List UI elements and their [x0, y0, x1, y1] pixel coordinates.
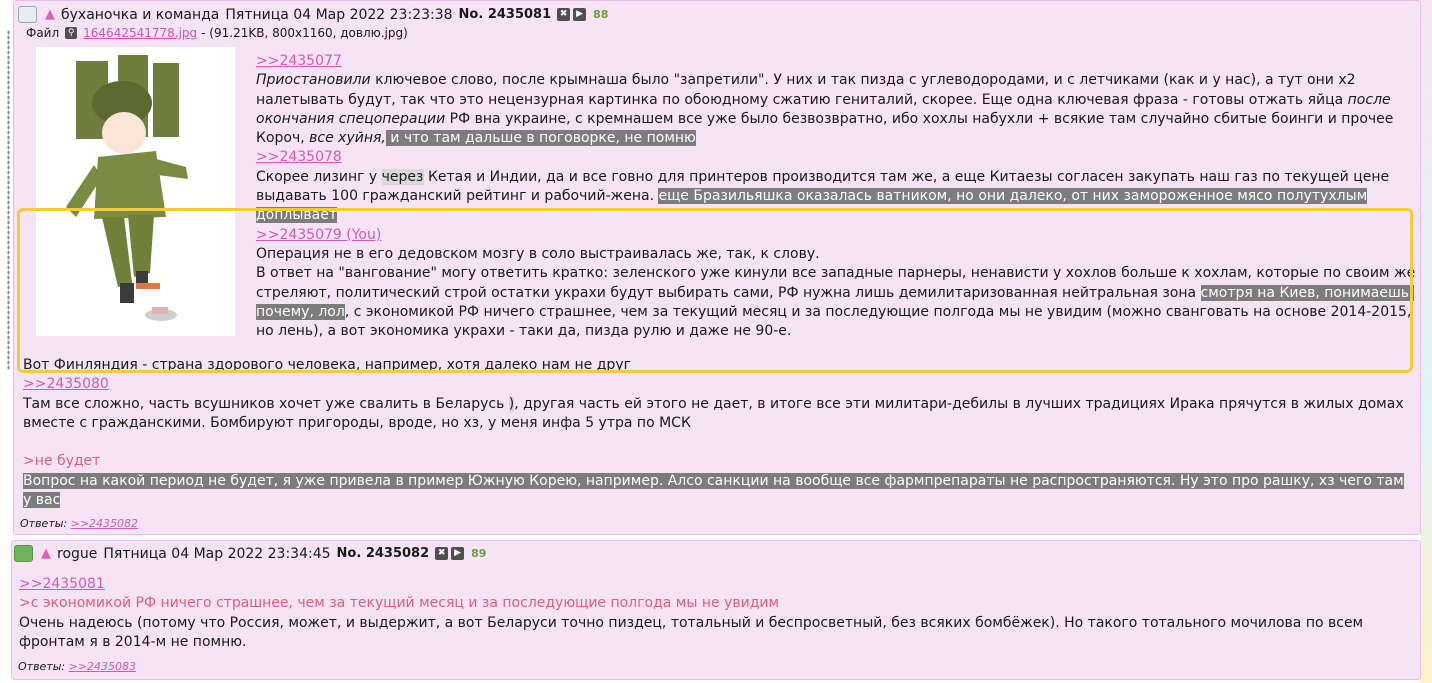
- play-icon[interactable]: ▶: [451, 547, 464, 560]
- post-header: [14, 545, 486, 562]
- spoiler[interactable]: у вас: [23, 492, 61, 509]
- spoiler[interactable]: Вопрос на какой период не будет, я уже привела в пример Южную Корею, например. Алсо санкции на вообще все фармпрепараты не распространяются. Ну это про рашку, хз чего там: [23, 472, 1404, 489]
- post-date: Пятница 04 Мар 2022 23:34:45: [103, 545, 331, 562]
- text: Там все сложно, часть всушников хочет уже свалить в Беларусь: [23, 395, 509, 412]
- post-body: [19, 575, 1363, 652]
- text-italic: все хуйня,: [309, 130, 386, 147]
- text: вместе с гражданскими. Бомбируют пригороды, вроде, но хз, у меня инфа 5 утра по МСК: [23, 414, 691, 431]
- text: стреляют, политический строй остатки украхи будут выбирать сами, РФ нужна лишь демилитаризованная нейтральная зона: [256, 284, 1201, 301]
- replies-link[interactable]: >>2435082: [70, 517, 139, 530]
- text: выдавать 100 гражданский рейтинг и рабочий-жена.: [256, 188, 659, 205]
- upvote-triangle-icon[interactable]: ▲: [45, 7, 55, 22]
- post-2435081: [13, 0, 1421, 535]
- poster-name: буханочка и команда: [61, 6, 220, 23]
- search-icon[interactable]: ⚲: [65, 27, 77, 39]
- text: Короч,: [256, 130, 310, 147]
- text: , другая часть ей этого не дает, в итоге все эти милитари-дебилы в лучших традициях Ирака прячутся в жилых домах: [514, 395, 1404, 412]
- post-number-label[interactable]: [337, 546, 430, 561]
- post-number: 2435081: [487, 7, 552, 22]
- reply-link[interactable]: >>2435078: [256, 149, 342, 166]
- replies-line: [18, 660, 136, 673]
- spoiler[interactable]: ): [508, 395, 515, 412]
- greentext-quote: >не будет: [23, 453, 101, 470]
- background-decoration: [1420, 0, 1432, 683]
- hide-icon[interactable]: ✖: [435, 547, 448, 560]
- select-checkbox[interactable]: [18, 6, 37, 23]
- no-label: No.: [336, 546, 362, 561]
- reply-link-you[interactable]: >>2435079 (You): [256, 226, 382, 243]
- post-date: Пятница 04 Мар 2022 23:23:38: [225, 6, 453, 23]
- post-number-label[interactable]: [459, 7, 552, 22]
- file-label: Файл: [26, 26, 60, 40]
- reply-link[interactable]: >>2435081: [19, 576, 105, 592]
- text: Операция не в его дедовском мозгу в соло выстраивалась же, так, к слову.: [256, 245, 820, 262]
- reply-block-2435077: [256, 52, 1415, 341]
- upvote-triangle-icon[interactable]: ▲: [41, 546, 51, 561]
- thread-dotted-line: [7, 30, 10, 370]
- spoiler[interactable]: через: [381, 168, 424, 185]
- replies-line: [20, 517, 138, 530]
- spoiler[interactable]: смотря на Киев, понимаешь,: [1200, 284, 1414, 301]
- text: РФ вна украине, с кремнашем все уже было безвозвратно, ибо хохлы набухли + всякие там случайно сбитые боинги и прочее: [445, 110, 1394, 127]
- text: ключевое слово, после крымнаша было "запретили". У них и так пизда с углеводородами, и с летчиками (как и у нас), а тут они х2: [370, 72, 1356, 89]
- file-details: - (91.21KB, 800x1160, довлю.jpg): [201, 26, 408, 40]
- spoiler[interactable]: почему, лол: [256, 303, 345, 320]
- text: Скорее лизинг у: [256, 168, 382, 185]
- file-link[interactable]: 164642541778.jpg: [83, 26, 198, 40]
- post-image-thumbnail[interactable]: [36, 47, 235, 336]
- reply-link[interactable]: >>2435080: [23, 376, 109, 393]
- post-2435082: [11, 540, 1421, 680]
- text: Кетая и Индии, да и все говно для принтеров производится там же, а еще Китаезы согласен закупать наш газ по текущей цене: [423, 168, 1390, 185]
- text-italic: Приостановили: [256, 72, 371, 89]
- poster-name: rogue: [57, 545, 98, 562]
- spoiler[interactable]: и что там дальше в поговорке, не помню: [385, 130, 696, 147]
- text: фронтам я в 2014-м не помню.: [19, 633, 247, 650]
- replies-label: Ответы:: [18, 660, 66, 673]
- text: Очень надеюсь (потому что Россия, может, и выдержит, а вот Беларуси точно пиздец, тотальный и беспросветный, без всяких бомбёжек). Но такого тотального мочилова по всем: [19, 614, 1364, 631]
- post-header: [18, 6, 608, 23]
- replies-label: Ответы:: [20, 517, 68, 530]
- text: Вот Финляндия - страна здорового человека, например, хотя далеко нам не друг: [23, 357, 631, 373]
- select-checkbox[interactable]: [14, 545, 33, 562]
- text-italic: окончания спецоперации: [256, 110, 446, 127]
- file-info: [26, 26, 408, 40]
- play-icon[interactable]: ▶: [573, 8, 586, 21]
- text: В ответ на "вангование" могу ответить кратко: зеленского уже кинули все западные парнеры, ненависти у хохлов больше к хохлам, которые по своим же: [256, 265, 1416, 282]
- no-label: No.: [458, 7, 484, 22]
- text: , с экономикой РФ ничего страшнее, чем за текущий месяц и за последующие полгода мы не увидим (можно сванговать на основе 2014-2015,: [344, 303, 1412, 320]
- replies-link[interactable]: >>2435083: [68, 660, 137, 673]
- soldier-girl-illustration: [36, 47, 235, 336]
- text: но лень), а вот экономика украхи - таки да, пизда рулю и даже не 90-е.: [256, 323, 792, 340]
- greentext-quote: >с экономикой РФ ничего страшнее, чем за текущий месяц и за последующие полгода мы не увидим: [19, 595, 780, 612]
- reply-link[interactable]: >>2435077: [256, 53, 342, 69]
- spoiler[interactable]: еще Бразильяшка оказалась ватником, но они далеко, от них замороженное мясо полутухлым: [658, 188, 1368, 205]
- text: налетывать будут, так что это нецензурная картинка по обоюдному сжатию гениталий, скорее. Еще одна ключевая фраза - готовы отжать яйца: [256, 91, 1348, 108]
- reply-count: 89: [471, 547, 487, 560]
- text-italic: после: [1347, 91, 1391, 108]
- hide-icon[interactable]: ✖: [557, 8, 570, 21]
- spoiler[interactable]: доплывает: [256, 207, 337, 224]
- post-number: 2435082: [365, 546, 430, 561]
- post-body-lower: [23, 356, 1404, 510]
- reply-count: 88: [593, 8, 609, 21]
